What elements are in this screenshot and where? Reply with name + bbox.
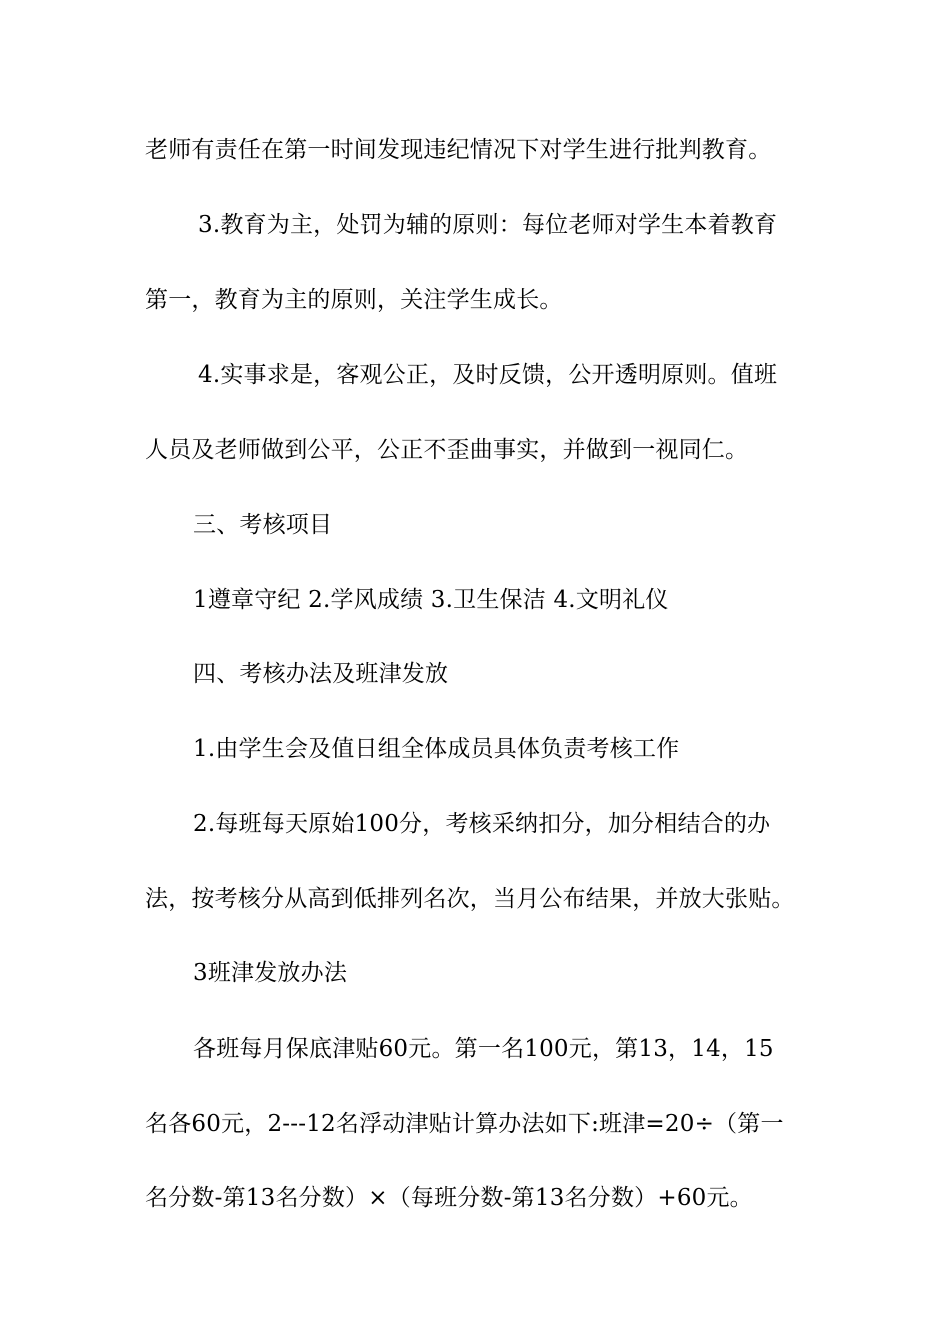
paragraph-line-2: 3.教育为主，处罚为辅的原则：每位老师对学生本着教育 bbox=[198, 212, 778, 238]
paragraph-line-15: 名分数-第13名分数）×（每班分数-第13名分数）+60元。 bbox=[145, 1185, 753, 1211]
paragraph-line-9: 1.由学生会及值日组全体成员具体负责考核工作 bbox=[193, 736, 680, 762]
paragraph-line-4: 4.实事求是，客观公正，及时反馈，公开透明原则。值班 bbox=[198, 362, 778, 388]
paragraph-line-13: 各班每月保底津贴60元。第一名100元，第13，14，15 bbox=[193, 1036, 774, 1062]
subheading-allowance: 3班津发放办法 bbox=[193, 960, 348, 986]
paragraph-line-14: 名各60元，2---12名浮动津贴计算办法如下:班津=20÷（第一 bbox=[145, 1111, 784, 1137]
section-heading-4: 四、考核办法及班津发放 bbox=[193, 661, 449, 687]
paragraph-line-11: 法，按考核分从高到低排列名次，当月公布结果，并放大张贴。 bbox=[145, 886, 795, 912]
paragraph-line-5: 人员及老师做到公平，公正不歪曲事实，并做到一视同仁。 bbox=[145, 437, 749, 463]
paragraph-line-10: 2.每班每天原始100分，考核采纳扣分，加分相结合的办 bbox=[193, 811, 771, 837]
assessment-items: 1遵章守纪 2.学风成绩 3.卫生保洁 4.文明礼仪 bbox=[193, 587, 669, 613]
paragraph-line-1: 老师有责任在第一时间发现违纪情况下对学生进行批判教育。 bbox=[145, 137, 772, 163]
paragraph-line-3: 第一，教育为主的原则，关注学生成长。 bbox=[145, 287, 563, 313]
section-heading-3: 三、考核项目 bbox=[193, 512, 333, 538]
